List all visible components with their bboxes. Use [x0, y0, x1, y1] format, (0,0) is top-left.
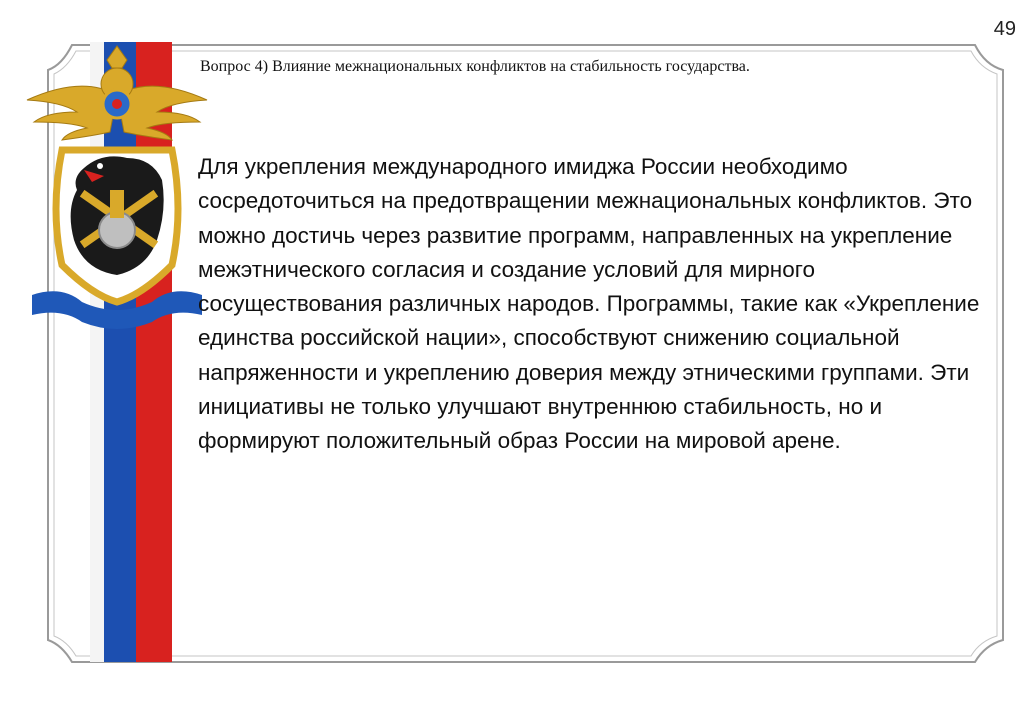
body-paragraph: Для укрепления международного имиджа России необходимо сосредоточиться на предотвращении межнациональных конфликтов. Это можно достичь через развитие программ, направленных на укрепление межэтнического согласия и создание условий для мирного сосуществования различных народов. Программы, такие как «Укрепление единства российской нации», способствуют снижению социальной напряженности и укреплению доверия между этническими группами. Эти инициативы не только улучшают внутреннюю стабильность, но и формируют положительный образ России на мировой арене.: [198, 154, 980, 454]
emblem: [22, 40, 212, 340]
question-heading: Вопрос 4) Влияние межнациональных конфликтов на стабильность государства.: [200, 58, 750, 75]
eagle-icon: [27, 46, 207, 140]
page-number: 49: [993, 18, 1016, 40]
